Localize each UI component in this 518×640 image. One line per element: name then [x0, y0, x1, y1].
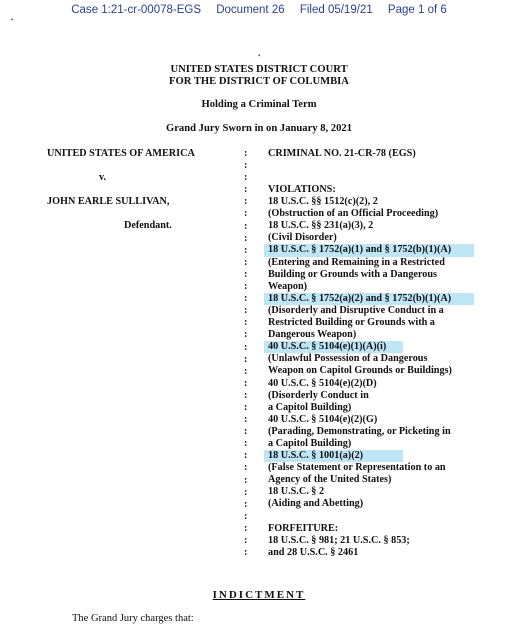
- violation-text: 40 U.S.C. § 5104(e)(2)(D): [268, 377, 377, 389]
- violation-line: [268, 450, 498, 462]
- plaintiff: UNITED STATES OF AMERICA: [47, 148, 195, 159]
- violation-line: [268, 474, 498, 486]
- violation-text: Building or Grounds with a Dangerous: [268, 268, 437, 280]
- violation-text: (Disorderly and Disruptive Conduct in a: [268, 304, 444, 316]
- violation-text: VIOLATIONS:: [268, 184, 336, 195]
- versus: v.: [99, 172, 107, 183]
- violation-line: [268, 486, 498, 498]
- document-number: Document 26: [216, 4, 285, 16]
- violation-text: (Obstruction of an Official Proceeding): [268, 208, 439, 220]
- grand-jury-line: Grand Jury Sworn in on January 8, 2021: [165, 123, 352, 134]
- violation-text: 18 U.S.C. § 981; 21 U.S.C. § 853;: [268, 534, 410, 546]
- violation-line: [268, 341, 498, 353]
- court-name-line1: UNITED STATES DISTRICT COURT: [170, 64, 348, 75]
- charges-intro: The Grand Jury charges that:: [72, 613, 194, 624]
- violation-text: (Entering and Remaining in a Restricted: [268, 256, 445, 268]
- highlighted-citation: 18 U.S.C. § 1001(a)(2): [264, 450, 403, 462]
- violation-line: [268, 329, 498, 341]
- violation-text: FORFEITURE:: [268, 522, 339, 534]
- violation-line: [268, 414, 498, 426]
- page-number: Page 1 of 6: [387, 4, 447, 16]
- violation-text: Dangerous Weapon): [268, 329, 357, 341]
- defendant-label: Defendant.: [124, 220, 172, 231]
- violation-line: [268, 438, 498, 450]
- violation-line: [268, 220, 498, 232]
- violation-text: (Aiding and Abetting): [268, 498, 364, 510]
- violation-text: (False Statement or Representation to an: [268, 462, 446, 474]
- criminal-number: CRIMINAL NO. 21-CR-78 (EGS): [268, 148, 416, 159]
- violation-line: [268, 402, 498, 414]
- violation-line: [268, 232, 498, 244]
- violation-line: [268, 293, 498, 305]
- indictment-title: INDICTMENT: [212, 589, 306, 601]
- violation-line: [268, 317, 498, 329]
- violation-text: Weapon): [268, 280, 308, 292]
- violation-line: [268, 196, 498, 208]
- violation-line: [268, 184, 498, 196]
- violation-line: [268, 257, 498, 269]
- violation-line: [268, 378, 498, 390]
- violation-spacer: [268, 511, 498, 523]
- highlighted-citation: 18 U.S.C. § 1752(a)(2) and § 1752(b)(1)(A): [264, 293, 474, 305]
- violation-line: [268, 244, 498, 256]
- violation-line: [268, 390, 498, 402]
- defendant-name: JOHN EARLE SULLIVAN,: [47, 196, 170, 207]
- violation-text: 40 U.S.C. § 5104(e)(2)(G): [268, 413, 378, 425]
- violation-line: [268, 281, 498, 293]
- violation-line: [268, 523, 498, 535]
- ecf-header: [0, 4, 518, 16]
- violation-line: [268, 208, 498, 220]
- violation-text: (Unlawful Possession of a Dangerous: [268, 353, 428, 365]
- violation-text: and 28 U.S.C. § 2461: [268, 546, 359, 558]
- violation-line: [268, 462, 498, 474]
- violation-text: Restricted Building or Grounds with a: [268, 317, 435, 329]
- highlighted-citation: 18 U.S.C. § 1752(a)(1) and § 1752(b)(1)(A): [264, 244, 474, 256]
- violation-line: [268, 426, 498, 438]
- violation-text: 18 U.S.C. §§ 1512(c)(2), 2: [268, 196, 378, 208]
- violation-line: [268, 353, 498, 365]
- violation-text: (Parading, Demonstrating, or Picketing in: [268, 425, 451, 437]
- term-line: Holding a Criminal Term: [201, 99, 317, 110]
- violation-text: Weapon on Capitol Grounds or Buildings): [268, 365, 452, 377]
- court-name-line2: FOR THE DISTRICT OF COLUMBIA: [169, 76, 349, 87]
- violation-text: (Civil Disorder): [268, 232, 337, 244]
- violation-text: a Capitol Building): [268, 401, 352, 413]
- violation-line: [268, 535, 498, 547]
- violation-line: [268, 547, 498, 559]
- scan-speck: •: [11, 16, 14, 24]
- violation-text: 18 U.S.C. §§ 231(a)(3), 2: [268, 220, 374, 232]
- violation-text: a Capitol Building): [268, 437, 352, 449]
- scan-speck: •: [258, 52, 261, 60]
- case-number: Case 1:21-cr-00078-EGS: [71, 4, 202, 16]
- violation-line: [268, 365, 498, 377]
- violation-line: [268, 305, 498, 317]
- violation-line: [268, 269, 498, 281]
- violation-text: Agency of the United States): [268, 474, 392, 486]
- violations-list: [268, 184, 498, 559]
- caption-colon-column: : : : : : : : : : : : : : : : : : : : : : : : : : : : : : : : : : :: [244, 148, 248, 559]
- violation-text: 18 U.S.C. § 2: [268, 486, 325, 498]
- filed-date: Filed 05/19/21: [299, 4, 373, 16]
- violation-line: [268, 498, 498, 510]
- highlighted-citation: 40 U.S.C. § 5104(e)(1)(A)(i): [264, 341, 403, 353]
- violation-text: (Disorderly Conduct in: [268, 389, 369, 401]
